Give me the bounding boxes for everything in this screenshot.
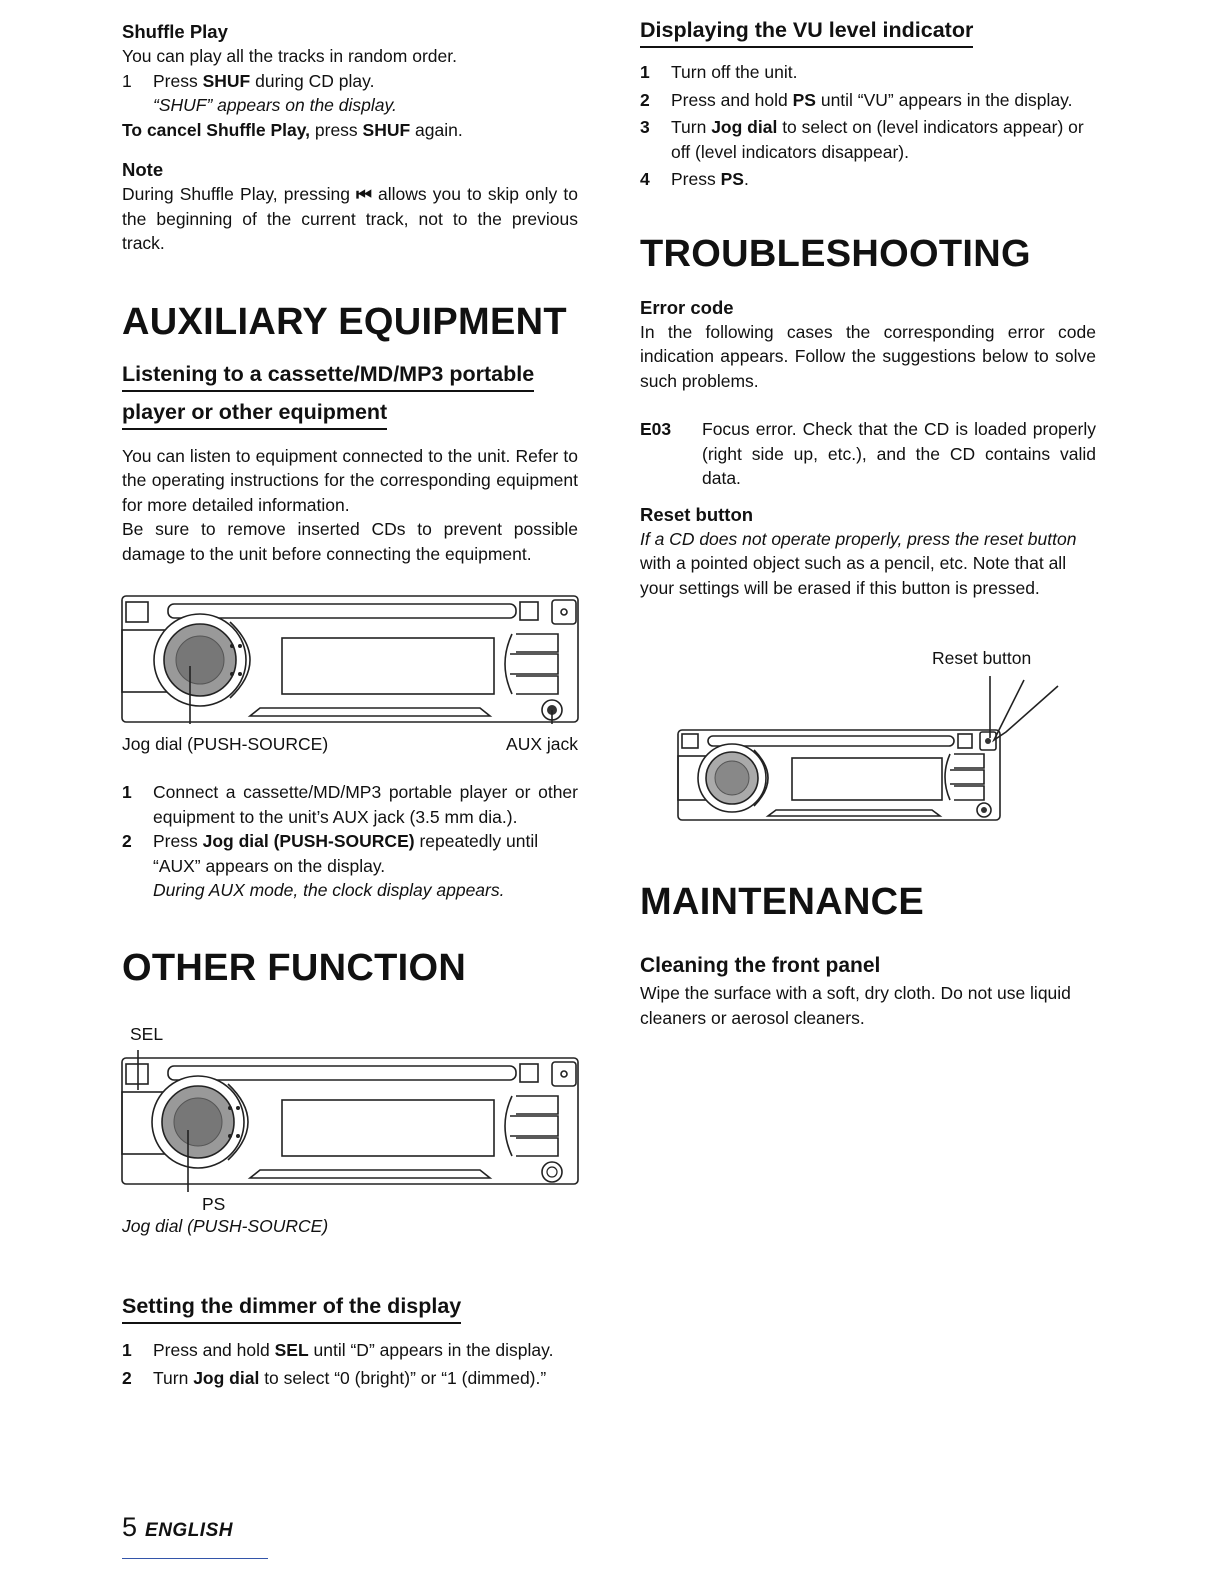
reset-button-text: If a CD does not operate properly, press the reset button with a pointed object such as a pencil, etc. Note that all your settings will be erased if this button is pressed. xyxy=(640,528,1077,598)
skip-back-icon: ⏮ xyxy=(356,184,372,204)
step-number: 1 xyxy=(122,1340,132,1360)
step-number: 2 xyxy=(122,831,132,851)
aux-step-2: 2 Press Jog dial (PUSH-SOURCE) repeatedly until “AUX” appears on the display. xyxy=(122,831,539,876)
shuffle-title: Shuffle Play xyxy=(122,21,228,42)
step-number: 1 xyxy=(122,70,132,91)
reset-button-title: Reset button xyxy=(640,503,754,525)
error-code-intro: In the following cases the corresponding error code indication appears. Follow the suggestions below to solve such problems. xyxy=(640,321,1096,391)
maintenance-heading: MAINTENANCE xyxy=(640,881,925,923)
step-number: 1 xyxy=(122,782,132,802)
aux-step-2-note: During AUX mode, the clock display appears. xyxy=(153,880,505,900)
step-number: 1 xyxy=(640,62,650,82)
other-function-heading: OTHER FUNCTION xyxy=(122,947,467,989)
car-stereo-aux-illustration xyxy=(120,594,580,726)
aux-step-1: 1 Connect a cassette/MD/MP3 portable player or other equipment to the unit’s AUX jack (3.5 mm dia.). xyxy=(122,782,578,827)
vu-step-3: 3 Turn Jog dial to select on (level indicators appear) or off (level indicators disappear). xyxy=(640,117,1084,162)
language-label: ENGLISH xyxy=(145,1520,233,1541)
label-sel: SEL xyxy=(130,1024,164,1044)
step-number: 4 xyxy=(640,169,650,189)
vu-step-4: 4 Press PS. xyxy=(640,167,1096,192)
label-aux-jack: AUX jack xyxy=(506,734,578,754)
shuffle-step-1: 1 Press SHUF during CD play. xyxy=(122,69,578,94)
dimmer-step-2: 2 Turn Jog dial to select “0 (bright)” or “1 (dimmed).” xyxy=(122,1366,582,1391)
note-text: During Shuffle Play, pressing ⏮ allows you to skip only to the beginning of the current track, not to the previous track. xyxy=(122,184,578,253)
error-code-e03: E03 xyxy=(640,419,672,439)
label-reset-button: Reset button xyxy=(932,648,1032,668)
footer-rule xyxy=(122,1558,268,1559)
troubleshooting-heading: TROUBLESHOOTING xyxy=(640,232,1031,275)
aux-steps xyxy=(122,780,578,903)
cleaning-title: Cleaning the front panel xyxy=(640,954,881,977)
car-stereo-reset-illustration xyxy=(676,672,1066,826)
dimmer-title: Setting the dimmer of the display xyxy=(122,1292,461,1324)
maintenance-section xyxy=(640,880,1096,1030)
car-stereo-other-illustration xyxy=(120,1050,580,1192)
dimmer-step-1: 1 Press and hold SEL until “D” appears in the display. xyxy=(122,1338,582,1363)
step-number: 2 xyxy=(640,89,650,110)
shuffle-intro: You can play all the tracks in random order. xyxy=(122,46,457,66)
shuf-key: SHUF xyxy=(202,70,251,91)
step-number: 2 xyxy=(122,1367,132,1388)
error-e03: E03 Focus error. Check that the CD is loaded properly (right side up, etc.), and the CD contains valid data. xyxy=(640,419,1096,488)
aux-para-2: Be sure to remove inserted CDs to prevent possible damage to the unit before connecting the equipment. xyxy=(122,519,578,564)
shuffle-cancel: To cancel Shuffle Play, press SHUF again. xyxy=(122,119,463,140)
label-ps: PS xyxy=(202,1194,226,1214)
left-column xyxy=(122,20,578,566)
note-title: Note xyxy=(122,159,164,180)
label-jog-dial-2: Jog dial (PUSH-SOURCE) xyxy=(122,1216,329,1236)
label-jog-dial: Jog dial (PUSH-SOURCE) xyxy=(122,734,329,754)
shuffle-step-1-note: “SHUF” appears on the display. xyxy=(153,95,397,115)
step-number: 3 xyxy=(640,117,650,137)
page-number: 5 xyxy=(122,1512,138,1542)
page-footer xyxy=(122,1512,233,1543)
auxiliary-heading: AUXILIARY EQUIPMENT xyxy=(122,300,567,343)
vu-step-1: 1 Turn off the unit. xyxy=(640,60,1096,85)
right-column xyxy=(640,16,1096,600)
dimmer-section xyxy=(122,1292,582,1390)
error-code-title: Error code xyxy=(640,296,734,318)
auxiliary-subheading: Listening to a cassette/MD/MP3 portable player or other equipment xyxy=(122,360,578,430)
cleaning-text: Wipe the surface with a soft, dry cloth. Do not use liquid cleaners or aerosol cleaners. xyxy=(640,983,1071,1028)
vu-title: Displaying the VU level indicator xyxy=(640,16,973,48)
vu-step-2: 2 Press and hold PS until “VU” appears in the display. xyxy=(640,88,1096,113)
aux-para-1: You can listen to equipment connected to the unit. Refer to the operating instructions for the corresponding equipment for more detailed information. xyxy=(122,445,578,515)
